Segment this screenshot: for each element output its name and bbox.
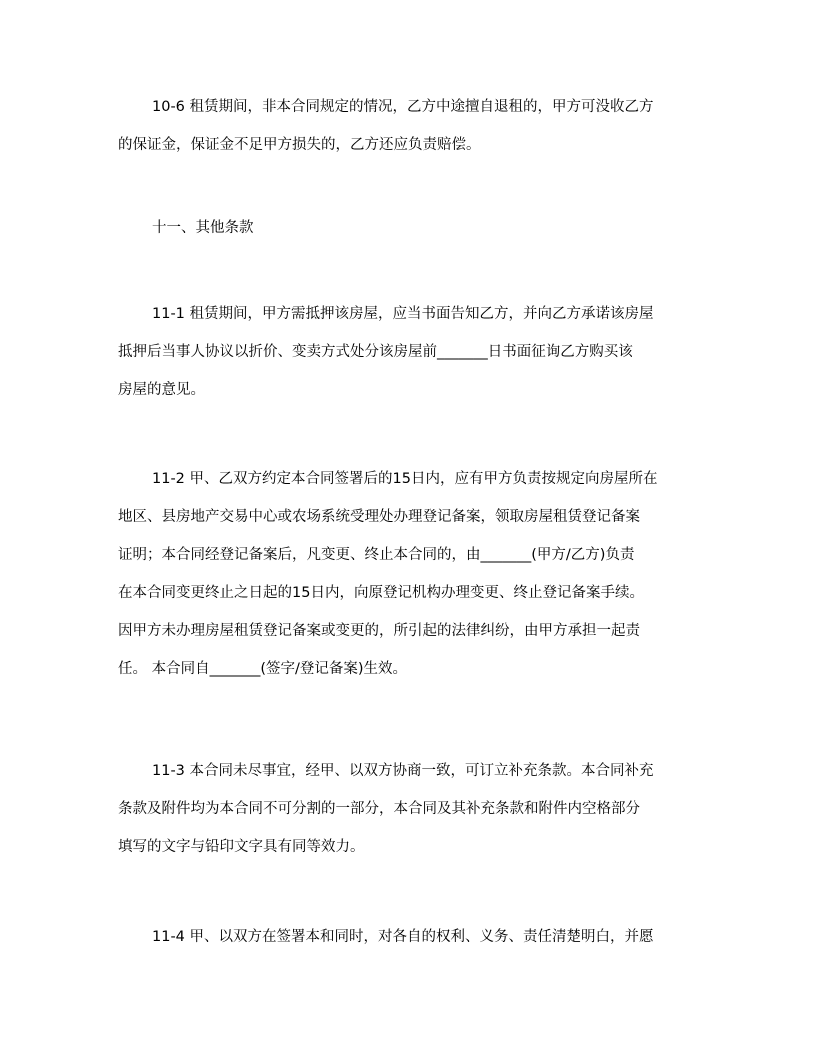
section-heading-11 xyxy=(118,209,698,247)
text-line: 抵押后当事人协议以折价、变卖方式处分该房屋前_______日书面征询乙方购买该 xyxy=(118,344,633,360)
clause-11-4 xyxy=(118,918,698,956)
text-line: 11-2 甲、乙双方约定本合同签署后的15日内，应有甲方负责按规定向房屋所在 xyxy=(152,471,658,487)
text-line: 任。 本合同自_______(签字/登记备案)生效。 xyxy=(118,661,408,677)
text-line: 在本合同变更终止之日起的15日内，向原登记机构办理变更、终止登记备案手续。 xyxy=(118,585,644,601)
text-line: 地区、县房地产交易中心或农场系统受理处办理登记备案，领取房屋租赁登记备案 xyxy=(118,509,640,525)
text-line: 11-1 租赁期间，甲方需抵押该房屋，应当书面告知乙方，并向乙方承诺该房屋 xyxy=(152,306,654,322)
text-line: 填写的文字与铅印文字具有同等效力。 xyxy=(118,839,365,855)
text-line: 证明；本合同经登记备案后，凡变更、终止本合同的，由_______(甲方/乙方)负责 xyxy=(118,547,635,563)
text-line: 因甲方未办理房屋租赁登记备案或变更的，所引起的法律纠纷，由甲方承担一起责 xyxy=(118,623,640,639)
clause-11-1 xyxy=(118,295,698,409)
text-line: 房屋的意见。 xyxy=(118,382,205,398)
text-line: 条款及附件均为本合同不可分割的一部分，本合同及其补充条款和附件内空格部分 xyxy=(118,801,640,817)
text-line: 十一、其他条款 xyxy=(152,220,254,236)
text-line: 10-6 租赁期间，非本合同规定的情况，乙方中途擅自退租的，甲方可没收乙方 xyxy=(152,99,654,115)
clause-10-6 xyxy=(118,88,698,164)
text-line: 11-4 甲、以双方在签署本和同时，对各自的权利、义务、责任清楚明白，并愿 xyxy=(152,929,654,945)
clause-11-3 xyxy=(118,752,698,866)
text-line: 11-3 本合同未尽事宜，经甲、以双方协商一致，可订立补充条款。本合同补充 xyxy=(152,763,654,779)
clause-11-2 xyxy=(118,460,698,688)
text-line: 的保证金，保证金不足甲方损失的，乙方还应负责赔偿。 xyxy=(118,137,481,153)
